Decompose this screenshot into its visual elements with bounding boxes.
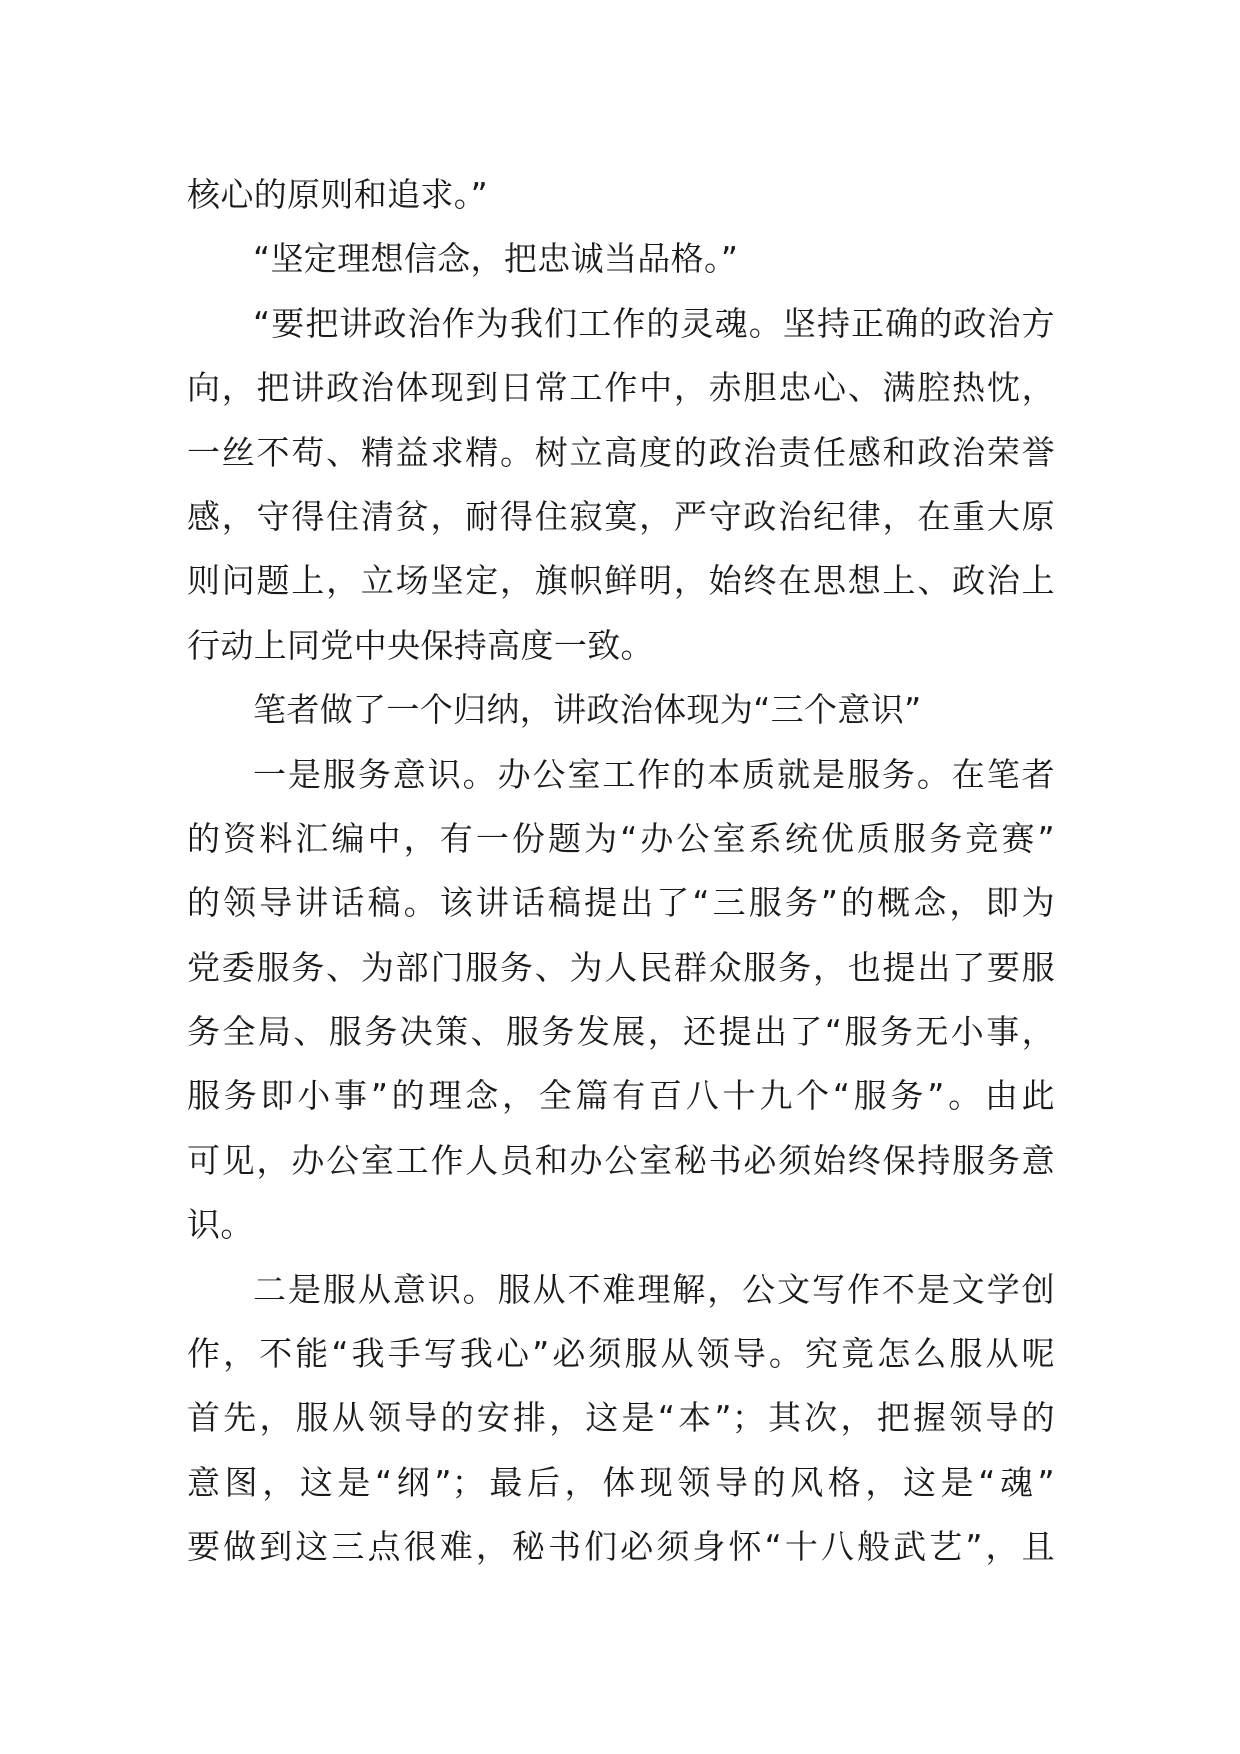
text-line: 首先，服从领导的安排，这是“本”；其次，把握领导的 [187, 1398, 1055, 1438]
text-line: 的领导讲话稿。该讲话稿提出了“三服务”的概念，即为 [187, 883, 1055, 923]
body-text [187, 163, 1055, 1580]
text-line: 识。 [187, 1205, 254, 1245]
text-line: 的资料汇编中，有一份题为“办公室系统优质服务竞赛” [187, 818, 1055, 858]
text-line: 向，把讲政治体现到日常工作中，赤胆忠心、满腔热忱， [187, 368, 1055, 408]
text-line: 核心的原则和追求。” [187, 175, 489, 214]
text-line: 党委服务、为部门服务、为人民群众服务，也提出了要服 [187, 947, 1055, 987]
text-line: “要把讲政治作为我们工作的灵魂。坚持正确的政治方 [253, 303, 1055, 343]
text-line: 二是服从意识。服从不难理解，公文写作不是文学创 [253, 1269, 1055, 1309]
text-line: 行动上同党中央保持高度一致。 [187, 625, 654, 665]
text-line: 感，守得住清贫，耐得住寂寞，严守政治纪律，在重大原 [187, 496, 1055, 536]
text-line: 一丝不苟、精益求精。树立高度的政治责任感和政治荣誉 [187, 432, 1055, 472]
text-line: 作，不能“我手写我心”必须服从领导。究竟怎么服从呢 [187, 1334, 1055, 1374]
text-line: 要做到这三点很难，秘书们必须身怀“十八般武艺”，且 [187, 1527, 1055, 1567]
text-line: 服务即小事”的理念，全篇有百八十九个“服务”。由此 [187, 1076, 1055, 1116]
text-line: 笔者做了一个归纳，讲政治体现为“三个意识” [253, 690, 922, 730]
text-line: 意图，这是“纲”；最后，体现领导的风格，这是“魂” [187, 1462, 1055, 1502]
text-line: 务全局、服务决策、服务发展，还提出了“服务无小事， [187, 1012, 1055, 1052]
text-line: 则问题上，立场坚定，旗帜鲜明，始终在思想上、政治上 [187, 561, 1055, 601]
text-line: 可见，办公室工作人员和办公室秘书必须始终保持服务意 [187, 1140, 1055, 1180]
text-line: “坚定理想信念，把忠诚当品格。” [253, 239, 739, 279]
text-line: 一是服务意识。办公室工作的本质就是服务。在笔者 [253, 754, 1055, 794]
